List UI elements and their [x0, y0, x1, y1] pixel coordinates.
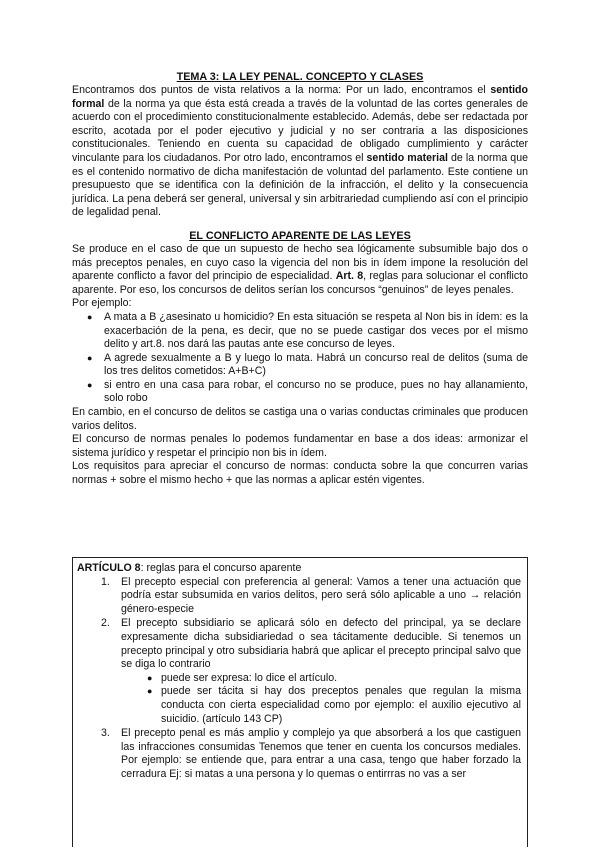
list-item [87, 378, 528, 406]
text-run: Se produce en el caso de que un supuesto de hecho sea lógicamente subsumible bajo dos o más preceptos penales, en cuyo caso la vigencia del non bis in ídem impone la resolución del aparente conflicto a favor del principio de especialidad. [72, 242, 528, 283]
subrule-item [147, 671, 521, 686]
bold-term-sentido-formal: sentido formal [72, 84, 528, 110]
paragraph-requisitos: Los requisitos para apreciar el concurso de normas: conducta sobre la que concurren varias normas + sobre el mismo hecho + que las normas a aplicar estén vigentes. [72, 460, 528, 487]
section-title-ley-penal: TEMA 3: LA LEY PENAL. CONCEPTO Y CLASES [176, 71, 424, 83]
list-item-text: A agrede sexualmente a B y luego lo mata. Habrá un concurso real de delitos (suma de los tres delitos cometidos: A+B+C) [104, 351, 528, 378]
text-run: de la norma ya que ésta está creada a través de la voluntad de las cortes generales de acuerdo con el procedimiento constitucionalmente establecido. Además, debe ser redactada por escrito, acotada por el poder ejecutivo y judicial y no ser contraria a las disposiciones constitucionales. Teniendo en cuenta su capacidad de obligado cumplimiento y carácter vinculante para los ciudadanos. Por otro lado, encontramos el [72, 97, 528, 164]
bullet-icon: ● [147, 686, 153, 697]
paragraph-concurso-normas: El concurso de normas penales lo podemos fundamentar en base a dos ideas: armonizar el sistema jurídico y respetar el principio non bis in ídem. [72, 433, 528, 459]
paragraph-conflicto-intro [72, 243, 528, 297]
subrule-list [121, 672, 521, 726]
bold-term-sentido-material: sentido material [366, 151, 448, 164]
example-intro: Por ejemplo: [72, 297, 132, 310]
section-title-conflicto-aparente: EL CONFLICTO APARENTE DE LAS LEYES [189, 229, 411, 242]
bullet-icon: ● [87, 352, 93, 363]
list-item-text: si entro en una casa para robar, el concurso no se produce, pues no hay allanamiento, solo robo [104, 378, 528, 405]
subrule-item [147, 685, 521, 726]
rules-list [77, 576, 521, 782]
text-run: de la norma que es el contenido normativo de dicha manifestación de voluntad del parlamento. Este contiene un presupuesto que se identifica con la definición de la infracción, el delito y la consecuencia jurídica. La pena deberá ser general, universal y sin arbitrariedad cumpliendo así con el principio de legalidad penal. [72, 151, 528, 219]
bullet-icon: ● [87, 379, 93, 390]
rule-text: El precepto especial con preferencia al general: Vamos a tener una actuación que podría estar subsumida en varios delitos, pero será sólo aplicable a uno → relación género-especie [121, 575, 521, 615]
subrule-text: puede ser tácita si hay dos preceptos penales que regulan la misma conducta con cierta especialidad como por ejemplo: el auxilio ejecutivo al suicidio. (artículo 143 CP) [161, 685, 521, 725]
bold-term-art-8: Art. 8 [335, 270, 364, 283]
text-run: , reglas para solucionar el conflicto aparente. Por eso, los concursos de delitos serían los concursos “genuinos” de leyes penales. [72, 270, 528, 296]
box-heading-bold: ARTÍCULO 8 [77, 562, 141, 574]
text-run: Encontramos dos puntos de vista relativos a la norma: Por un lado, encontramos el [72, 84, 491, 96]
rule-item [101, 617, 521, 726]
list-item [87, 351, 528, 379]
rule-number: 3. [101, 727, 110, 740]
rule-text: El precepto subsidiario se aplicará sólo en defecto del principal, ya se declare expresamente dicha subsidiariedad o sea tácitamente deducible. Si tenemos un precepto principal y otro subsidiaria habrá que aplicar el precepto principal salvo que se diga lo contrario [121, 617, 521, 671]
list-item [87, 310, 528, 352]
bullet-icon: ● [87, 311, 93, 322]
rule-item [101, 575, 521, 617]
bullet-icon: ● [147, 672, 153, 683]
rule-text: El precepto penal es más amplio y complejo ya que absorberá a los que castiguen las infracciones consumidas Tenemos que tener en cuenta los concursos mediales. Por ejemplo: se entiende que, para entrar a una casa, tengo que haber forzado la cerradura Ej: si matas a una persona y lo quemas o entirrras no vas a ser [121, 727, 521, 780]
box-heading [77, 562, 521, 576]
rule-item [101, 727, 521, 781]
list-item-text: A mata a B ¿asesinato u homicidio? En esta situación se respeta al Non bis in ídem: es la exacerbación de la pena, es decir, que no se puede castigar dos veces por el mismo delito y art.8. nos dará las pautas ante ese concurso de leyes. [104, 310, 528, 351]
articulo-8-box [72, 557, 528, 847]
paragraph-concurso-delitos: En cambio, en el concurso de delitos se castiga una o varias conductas criminales que producen varios delitos. [72, 406, 528, 432]
subrule-text: puede ser expresa: lo dice el artículo. [161, 671, 338, 684]
box-heading-rest: : reglas para el concurso aparente [140, 562, 302, 574]
paragraph-sentido-norma [72, 84, 528, 220]
rule-number: 2. [101, 617, 110, 630]
document-body [72, 70, 528, 488]
rule-number: 1. [101, 575, 110, 588]
example-list [72, 311, 528, 406]
